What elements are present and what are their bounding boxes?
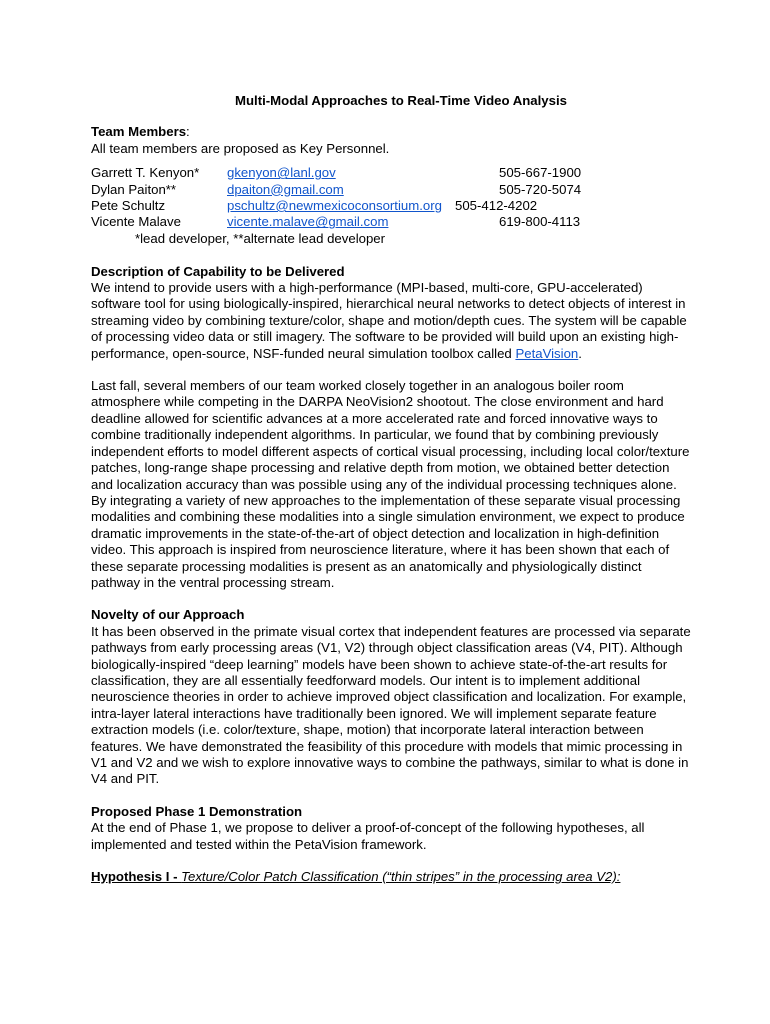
member-name: Garrett T. Kenyon*: [91, 165, 200, 181]
phase1-paragraph: At the end of Phase 1, we propose to deliver a proof-of-concept of the following hypotheses, all implemented and tested within the PetaVision framework.: [91, 820, 645, 852]
phase1-section: [91, 804, 691, 886]
team-note: *lead developer, **alternate lead developer: [135, 231, 386, 247]
team-members-table: [91, 165, 691, 231]
novelty-heading: Novelty of our Approach: [91, 607, 245, 623]
member-name: Pete Schultz: [91, 198, 166, 214]
hypothesis-1-description: Texture/Color Patch Classification (“thin stripes” in the processing area V2):: [181, 869, 621, 885]
member-email-link[interactable]: vicente.malave@gmail.com: [227, 214, 389, 230]
member-phone: 505-667-1900: [499, 165, 582, 181]
capability-paragraph-1-end: .: [578, 345, 582, 361]
capability-section: [91, 264, 691, 592]
team-heading-line: [91, 124, 691, 140]
petavision-link[interactable]: PetaVision: [515, 345, 579, 361]
document-title: Multi-Modal Approaches to Real-Time Video Analysis: [235, 93, 567, 108]
capability-paragraph-1: [91, 280, 691, 362]
capability-paragraph-1-text: We intend to provide users with a high-performance (MPI-based, multi-core, GPU-accelerated) software tool for using biologically-inspired, hierarchical neural networks to detect objects of interest in streaming video by combining texture/color, shape and motion/depth cues. The system will be capable of processing video data or still imagery. The software to be provided will build upon an existing high-performance, open-source, NSF-funded neural simulation toolbox called: [91, 280, 687, 361]
team-heading-colon: :: [186, 124, 190, 140]
member-email-link[interactable]: gkenyon@lanl.gov: [227, 165, 336, 181]
team-heading: Team Members: [91, 124, 187, 140]
member-email-link[interactable]: pschultz@newmexicoconsortium.org: [227, 198, 442, 214]
capability-paragraph-2: Last fall, several members of our team worked closely together in an analogous boiler room atmosphere while competing in the DARPA NeoVision2 shootout. The close environment and hard deadline allowed for scientific advances at a more accelerated rate and forced innovative ways to combine traditionally independent algorithms. In particular, we found that by combining previously independent efforts to model different aspects of cortical visual processing, including local color/texture patches, long-range shape processing and relative depth from motion, we obtained better detection and localization accuracy than was possible using any of the individual processing techniques alone. By integrating a variety of new approaches to the implementation of these separate visual processing modalities and combining these modalities into a single simulation environment, we expect to produce dramatic improvements in the state-of-the-art of object detection and localization in high-definition video. This approach is inspired from neuroscience literature, where it has been shown that each of these separate processing modalities is present as an anatomically and physiologically distinct pathway in the ventral processing stream.: [91, 378, 690, 590]
novelty-section: [91, 607, 691, 787]
phase1-heading: Proposed Phase 1 Demonstration: [91, 803, 303, 819]
hypothesis-1-label: Hypothesis I -: [91, 869, 182, 885]
member-name: Dylan Paiton**: [91, 181, 177, 197]
member-name: Vicente Malave: [91, 214, 181, 230]
member-phone: 505-720-5074: [499, 181, 582, 197]
member-phone: 619-800-4113: [499, 214, 581, 230]
document-page: [91, 93, 691, 885]
member-email-link[interactable]: dpaiton@gmail.com: [227, 181, 344, 197]
team-section: [91, 124, 691, 247]
novelty-paragraph: It has been observed in the primate visual cortex that independent features are processed via separate pathways from early processing areas (V1, V2) through object classification areas (V4, PIT). Although biologically-inspired “deep learning” models have been shown to achieve state-of-the-art results for classification, they are all essentially feedforward models. Our intent is to implement additional neuroscience theories in order to achieve improved object classification and localization. For example, intra-layer lateral interactions have traditionally been ignored. We will implement separate feature extraction models (i.e. color/texture, shape, motion) that incorporate lateral interaction between features. We have demonstrated the feasibility of this procedure with models that mimic processing in V1 and V2 and we wish to explore innovative ways to combine the pathways, similar to what is done in V4 and PIT.: [91, 623, 691, 787]
hypothesis-1-heading: [91, 869, 691, 885]
capability-heading: Description of Capability to be Delivered: [91, 263, 345, 279]
team-intro: All team members are proposed as Key Personnel.: [91, 140, 390, 156]
member-phone: 505-412-4202: [455, 198, 538, 214]
